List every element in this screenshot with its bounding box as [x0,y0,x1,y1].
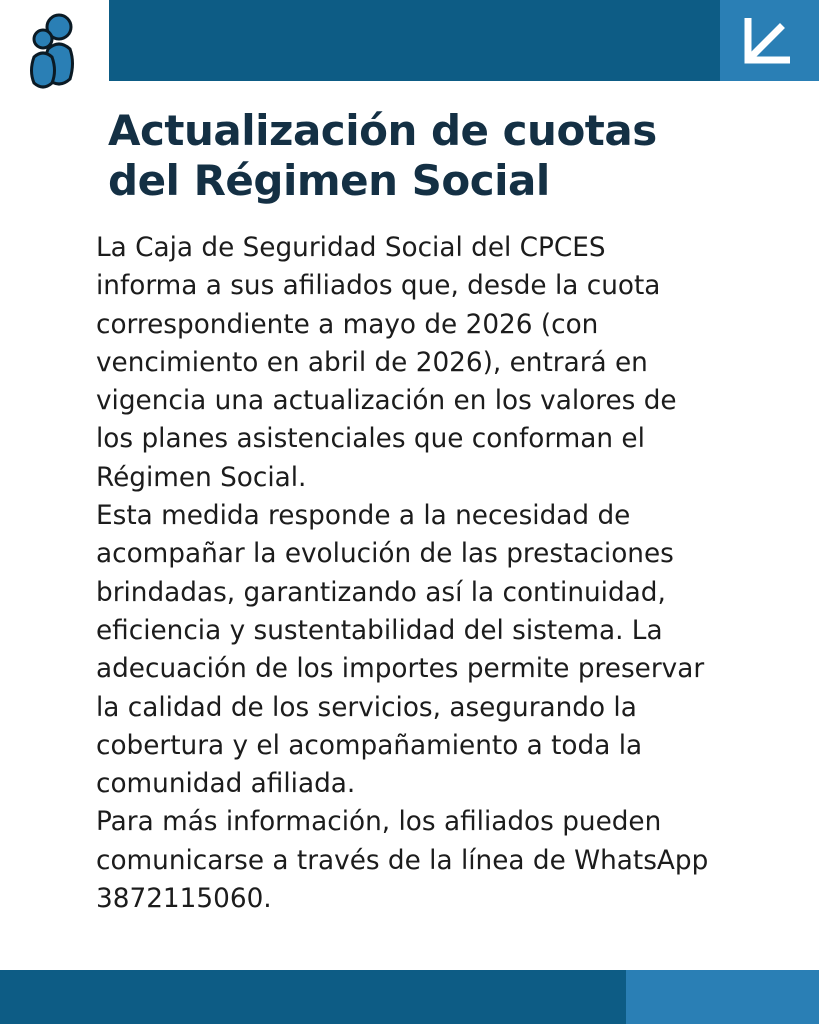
body-line: informa a sus afiliados que, desde la cuota [96,271,661,302]
whatsapp-number: 3872115060. [96,884,272,915]
corner-arrow-box [720,0,819,81]
people-silhouette-logo-icon [28,13,80,89]
footer-accent [626,970,819,1024]
body-line: Esta medida responde a la necesidad de [96,501,631,532]
logo-icon [28,13,80,89]
body-line: correspondiente a mayo de 2026 (con [96,309,599,340]
body-line: Régimen Social. [96,462,307,493]
body-line: adecuación de los importes permite preservar [96,654,705,685]
body-line: comunidad afiliada. [96,769,356,800]
body-line: comunicarse a través de la línea de WhatsApp [96,845,709,876]
header-bar [109,0,720,81]
body-line: acompañar la evolución de las prestaciones [96,539,674,570]
body-line: la calidad de los servicios, asegurando la [96,692,637,723]
body-line: cobertura y el acompañamiento a toda la [96,730,643,761]
body-line: vigencia una actualización en los valores de [96,386,677,417]
body-line: los planes asistenciales que conforman el [96,424,645,455]
footer-bar [0,970,626,1024]
title-line: Actualización de cuotas [108,106,657,155]
body-line: Para más información, los afiliados pueden [96,807,662,838]
body-line: La Caja de Seguridad Social del CPCES [96,233,606,263]
body-line: eficiencia y sustentabilidad del sistema. La [96,615,663,646]
arrow-down-left-icon [740,12,796,68]
body-line: brindadas, garantizando así la continuidad, [96,577,666,608]
body-line: vencimiento en abril de 2026), entrará en [96,347,648,378]
announcement-body [96,229,786,918]
title-line: del Régimen Social [108,156,550,205]
page-title [108,106,788,206]
